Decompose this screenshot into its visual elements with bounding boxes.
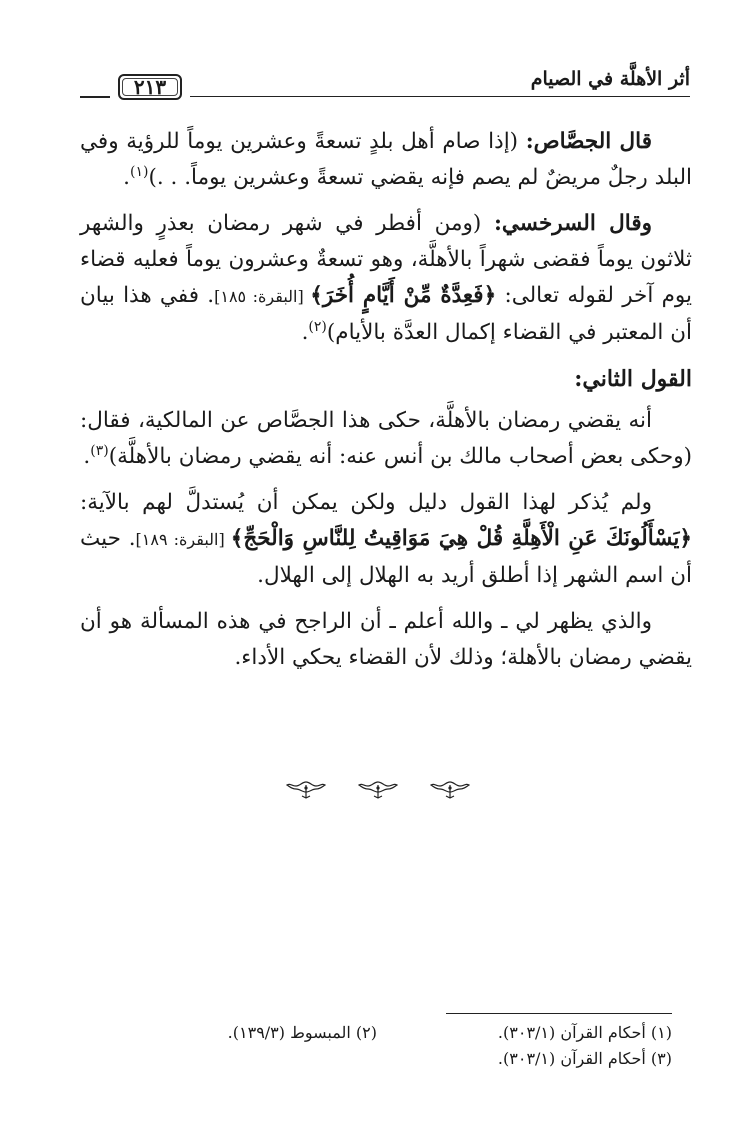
footnote-1: (١) أحكام القرآن (٣٠٣/١). [497, 1023, 672, 1042]
body-text: ولم يُذكر لهذا القول دليل ولكن يمكن أن يُستدلَّ لهم بالآية: [80, 490, 652, 515]
quote-text: (ومن أفطر في شهر رمضان بعذرٍ والشهر ثلاثون يوماً فقضى شهراً بالأهلَّة، وهو تسعةٌ وعشرون يوماً فعليه قضاء يوم آخر لقوله تعالى: [80, 211, 692, 308]
quote-text: (إذا صام أهل بلدٍ تسعةً وعشرين يوماً للرؤية وفي البلد رجلٌ مريضٌ لم يصم فإنه يقضي تسعةً وعشرين يوماً. . .) [80, 129, 692, 190]
quote-text: . ففي هذا بيان أن المعتبر في القضاء إكمال العدَّة بالأيام) [80, 283, 692, 345]
paragraph-jassas [80, 124, 692, 196]
verse-reference: [البقرة: ١٨٩] [135, 530, 231, 549]
section-subheading: القول الثاني: [574, 366, 692, 392]
punctuation: . [301, 320, 309, 345]
page-number [118, 74, 182, 100]
paragraph-sarakhsi [80, 206, 692, 351]
floral-ornament-icon [356, 778, 400, 800]
quran-verse: ﴿فَعِدَّةٌ مِّنْ أَيَّامٍ أُخَرَ﴾ [310, 283, 497, 308]
main-text [80, 124, 692, 686]
page-header [80, 64, 690, 104]
footnote-row [82, 1046, 672, 1072]
footnote-separator [446, 1013, 672, 1014]
body-text: والذي يظهر لي ـ والله أعلم ـ أن الراجح في هذه المسألة هو أن يقضي رمضان بالأهلة؛ وذلك لأن القضاء يحكي الأداء. [80, 609, 692, 670]
section-divider [0, 778, 756, 800]
speaker-jassas: قال الجصَّاص: [525, 129, 652, 154]
punctuation: . [83, 444, 91, 469]
page-number-text: ٢١٣ [133, 75, 167, 99]
footnote-marker-2: (٢) [308, 318, 327, 335]
footnote-marker-3: (٣) [90, 442, 109, 459]
header-rule [190, 96, 690, 97]
footnote-marker-1: (١) [130, 163, 149, 180]
quran-verse: ﴿يَسْأَلُونَكَ عَنِ الْأَهِلَّةِ قُلْ هِيَ مَوَاقِيتُ لِلنَّاسِ وَالْحَجِّ﴾ [230, 526, 693, 551]
body-text: . حيث أن اسم الشهر إذا أطلق أريد به الهلال إلى الهلال. [80, 526, 692, 588]
speaker-sarakhsi: وقال السرخسي: [493, 211, 652, 236]
paragraph-evidence [80, 485, 692, 594]
paragraph-conclusion [80, 604, 692, 676]
paragraph-second-opinion [80, 403, 692, 475]
punctuation: . [123, 165, 130, 190]
floral-ornament-icon [428, 778, 472, 800]
body-text: أنه يقضي رمضان بالأهلَّة، حكى هذا الجصَّاص عن المالكية، فقال: (وحكى بعض أصحاب مالك بن أنس عنه: أنه يقضي رمضان بالأهلَّة) [80, 408, 692, 469]
footnote-row [82, 1020, 672, 1046]
footnotes [82, 1020, 672, 1072]
footnote-2: (٢) المبسوط (١٣٩/٣). [227, 1023, 377, 1042]
floral-ornament-icon [284, 778, 328, 800]
running-title: أثر الأهلَّة في الصيام [530, 68, 690, 90]
footnote-3: (٣) أحكام القرآن (٣٠٣/١). [497, 1049, 672, 1068]
header-rule-short [80, 96, 110, 98]
verse-reference: [البقرة: ١٨٥] [214, 287, 311, 306]
